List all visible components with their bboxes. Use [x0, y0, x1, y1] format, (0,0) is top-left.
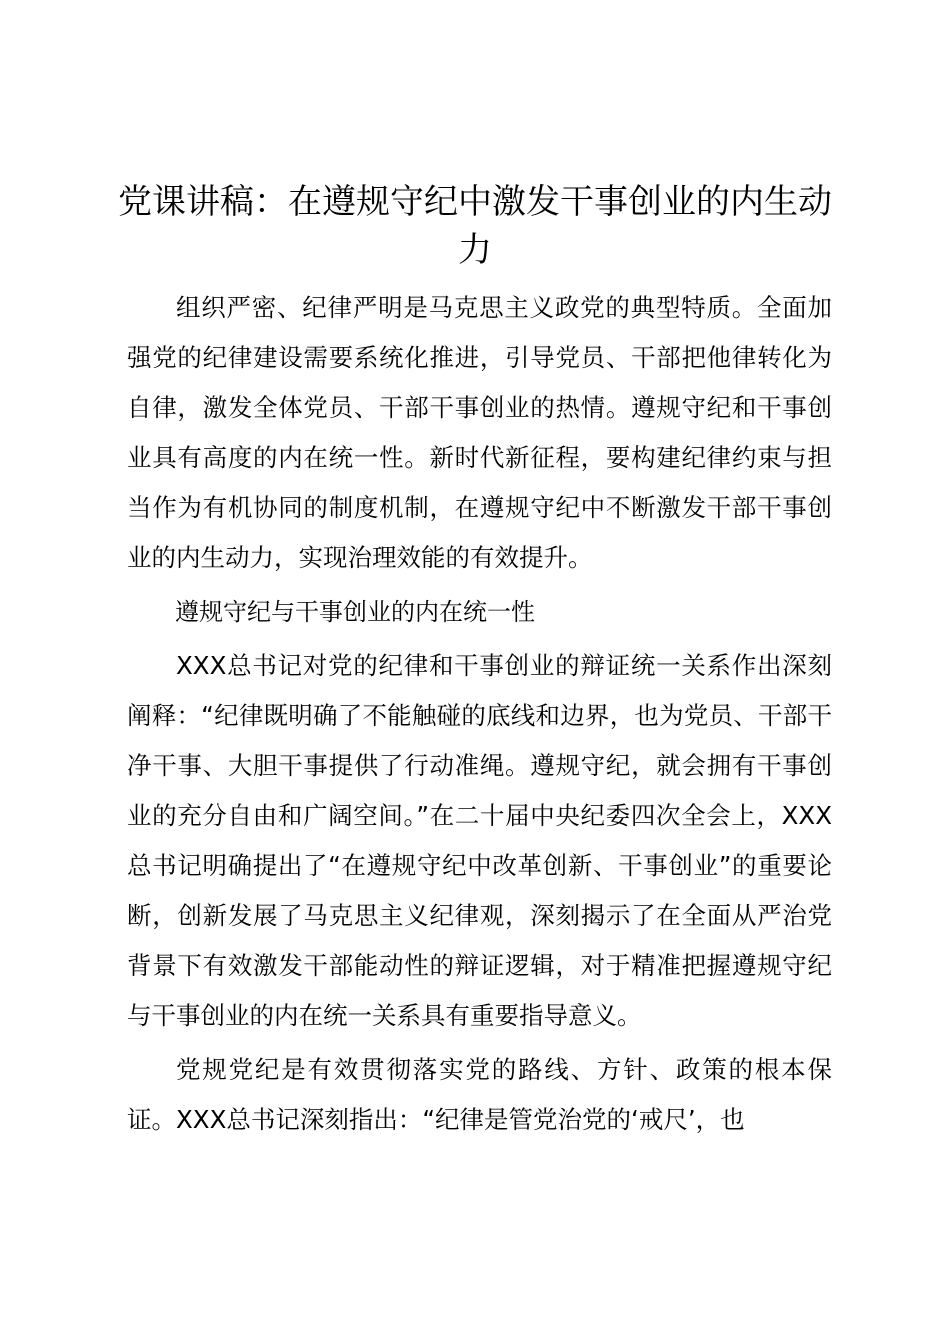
paragraph-party-rules: 党规党纪是有效贯彻落实党的路线、方针、政策的根本保证。XXX总书记深刻指出：“纪律是管党治党的‘戒尺’，也	[127, 1055, 832, 1134]
section-heading: 遵规守纪与干事创业的内在统一性	[175, 598, 535, 626]
paragraph-intro: 组织严密、纪律严明是马克思主义政党的典型特质。全面加强党的纪律建设需要系统化推进，引导党员、干部把他律转化为自律，激发全体党员、干部干事创业的热情。遵规守纪和干事创业具有高度的内在统一性。新时代新征程，要构建纪律约束与担当作为有机协同的制度机制，在遵规守纪中不断激发干部干事创业的内生动力，实现治理效能的有效提升。	[127, 293, 832, 572]
document-body	[127, 283, 832, 1145]
paragraph-unity: XXX总书记对党的纪律和干事创业的辩证统一关系作出深刻阐释：“纪律既明确了不能触碰的底线和边界，也为党员、干部干净干事、大胆干事提供了行动准绳。遵规守纪，就会拥有干事创业的充分自由和广阔空间。”在二十届中央纪委四次全会上，XXX总书记明确提出了“在遵规守纪中改革创新、干事创业”的重要论断，创新发展了马克思主义纪律观，深刻揭示了在全面从严治党背景下有效激发干部能动性的辩证逻辑，对于精准把握遵规守纪与干事创业的内在统一关系具有重要指导意义。	[127, 651, 832, 1030]
document-title: 党课讲稿：在遵规守纪中激发干事创业的内生动力	[118, 182, 832, 270]
